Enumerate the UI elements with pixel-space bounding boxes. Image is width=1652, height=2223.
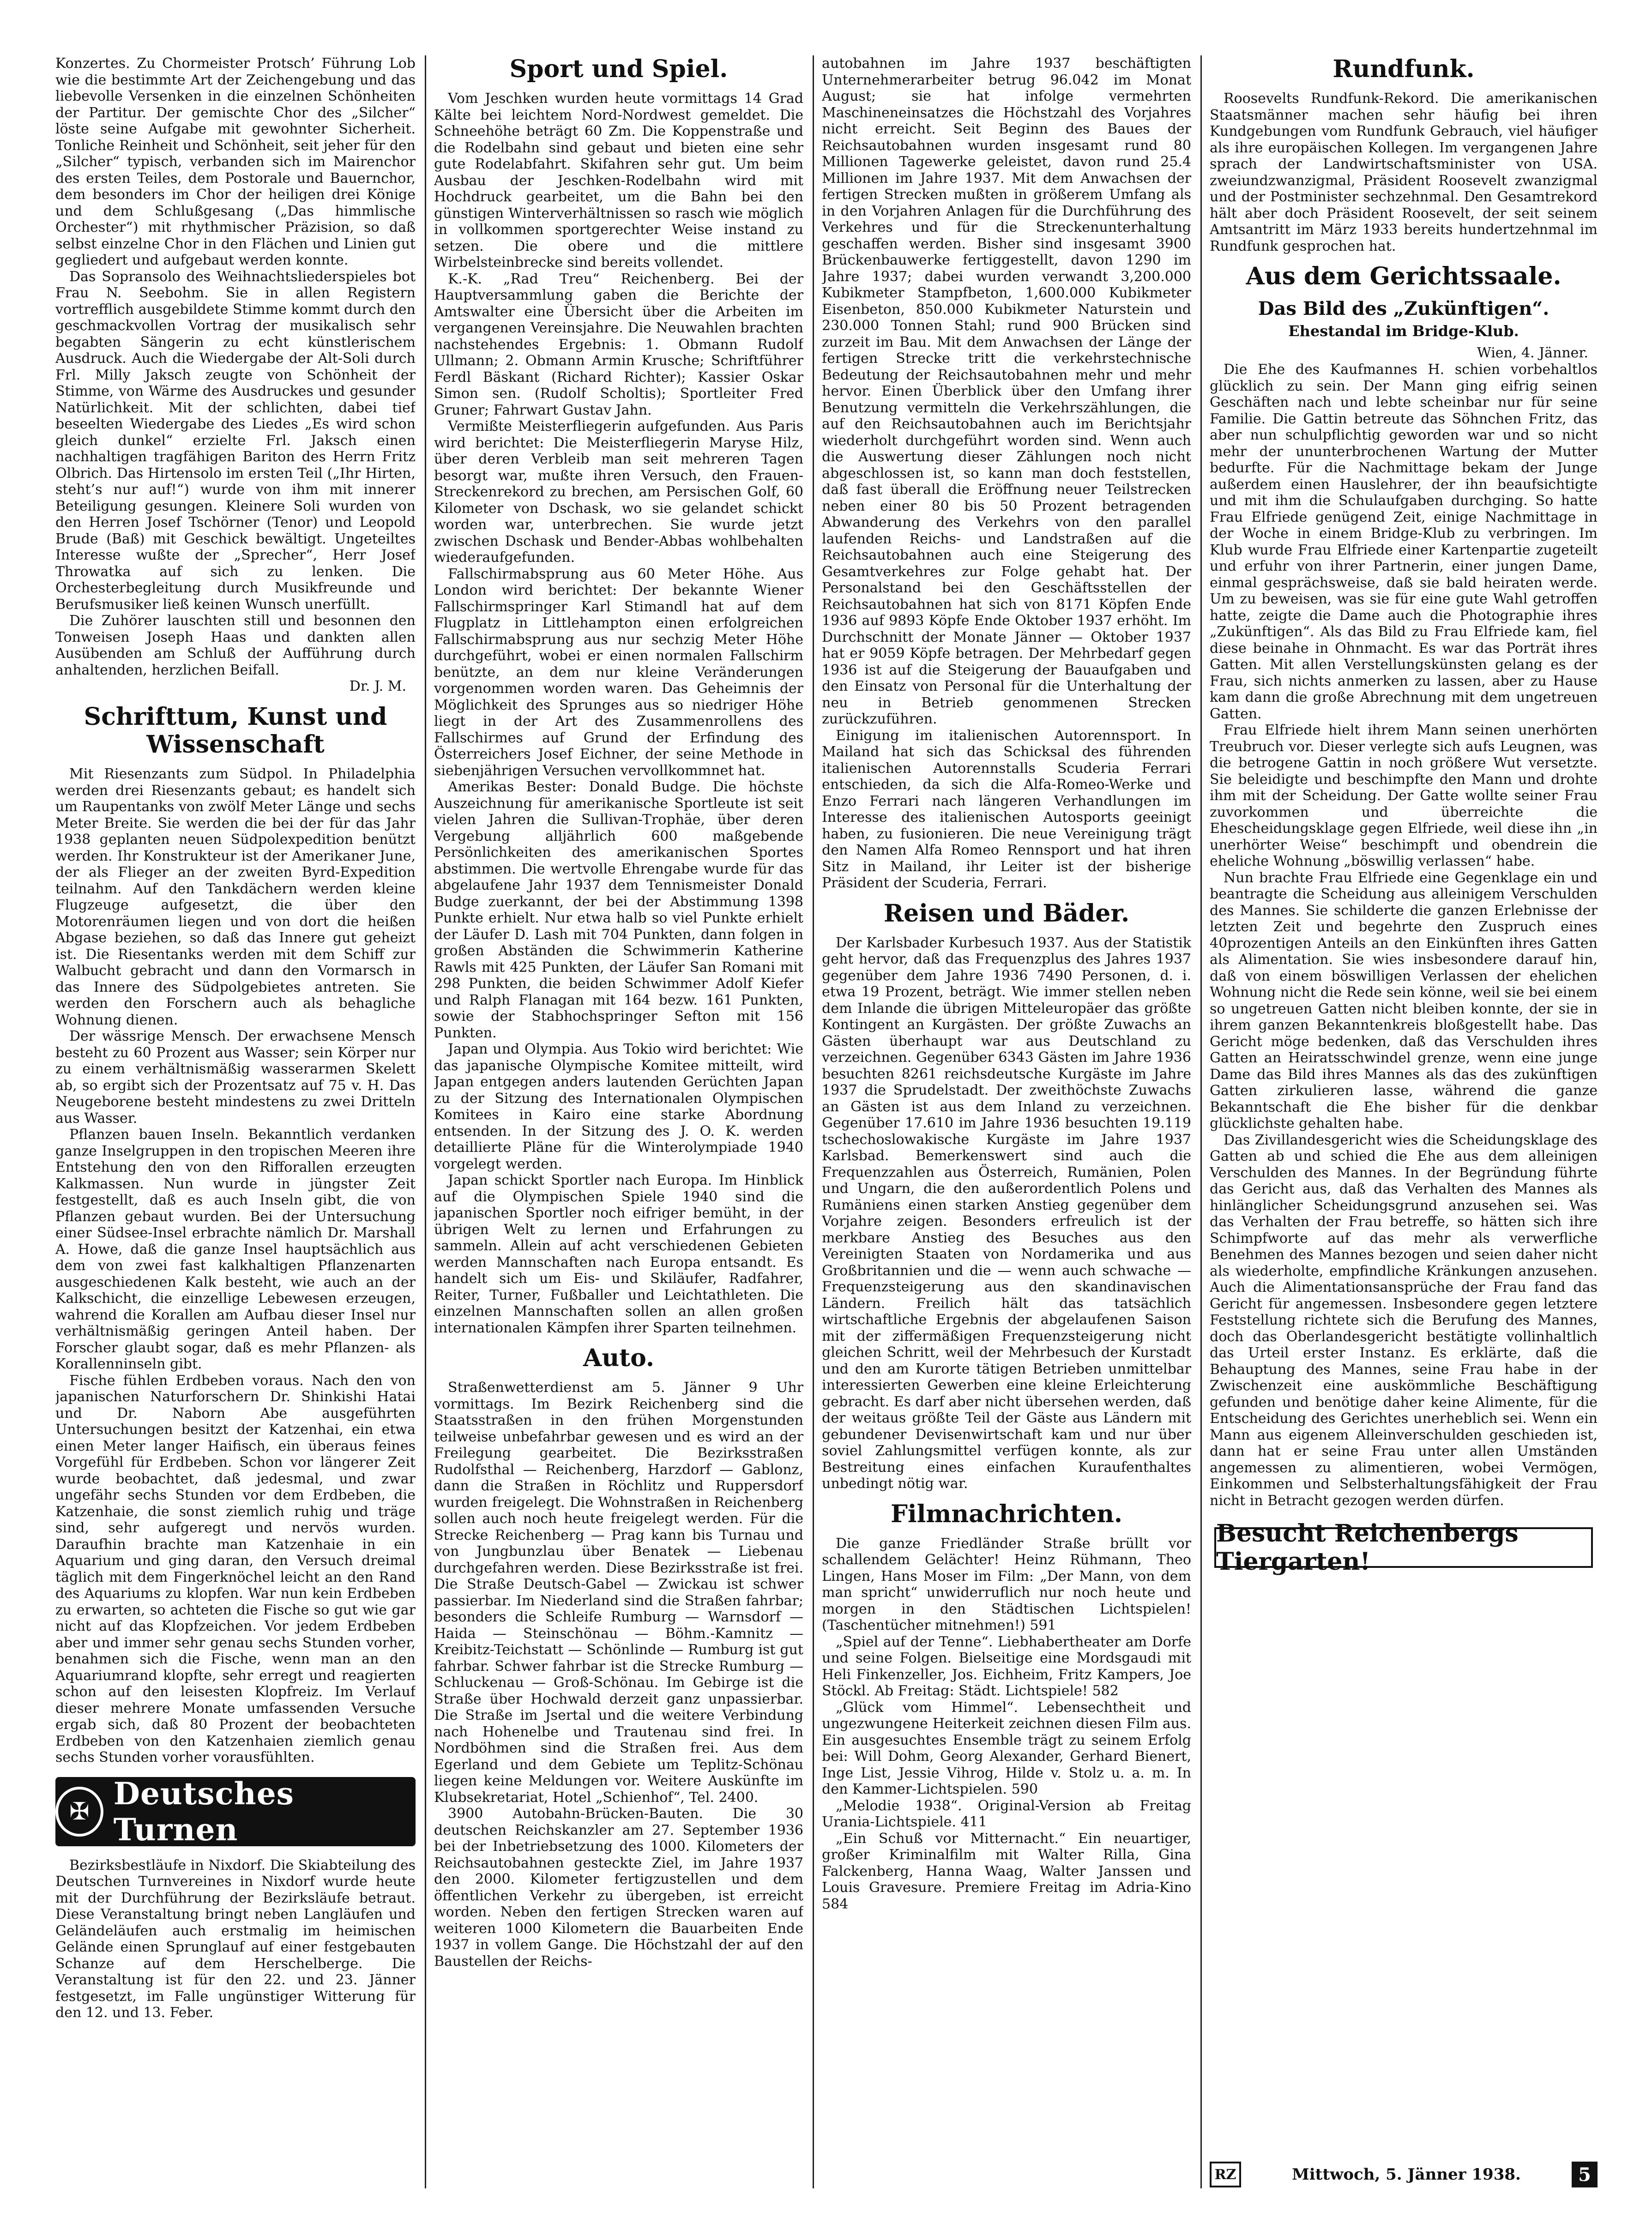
film-notice: „Glück vom Himmel“. Lebensechtheit und ungezwungene Heiterkeit zeichnen diesen Film aus. Ein ausgesuchtes Ensemble trägt zu seinem Erfolg bei: Will Dohm, Georg Alexander, Gerhard Bienert, Inge List, Jessie Vihrog, Hilde v. Stolz u. a. m. In den Kammer-Lichtspielen. 590 — [822, 1699, 1191, 1797]
article-text: Nun brachte Frau Elfriede eine Gegenklage ein und beantragte die Scheidung aus alleinigem Verschulden des Mannes. Sie schilderte die ganzen Erlebnisse der letzten Zeit und begehrte den Zuspruch eines 40prozentigen Anteils an den Einkünften ihres Gatten als Alimentation. Sie wies insbesondere darauf hin, daß von einem böswilligen Verlassen der ehelichen Wohnung nicht die Rede sein könne, weil sie bei einem so ungetreuen Gatten nicht bleiben konnte, der sie in ihrem ganzen Bekanntenkreis bloßgestellt habe. Das Gericht möge bedenken, daß das Verschulden ihres Gatten an Heiratsschwindel grenze, wenn eine junge Dame das Bild ihres Mannes als das des zukünftigen Gatten zirkulieren lasse, während die ganze Bekanntschaft die Ehe bisher für die denkbar glücklichste gehalten habe. — [1210, 869, 1598, 1132]
concert-review-text: Konzertes. Zu Chormeister Protsch’ Führung Lob wie die bestimmte Art der Zeichengebung und das liebevolle Versenken in die einzelnen Schönheiten der Partitur. Der gemischte Chor des „Silcher“ löste seine Aufgabe mit gewohnter Sicherheit. Tonliche Reinheit und Schönheit, seit jeher für den „Silcher“ typisch, verbanden sich im Mairenchor des ersten Teiles, dem Postorale und Bauernchor, dem besonders im Chor der heiligen drei Könige und dem Schlußgesang („Das himmlische Orchester“) mit rhythmischer Präzision, so daß selbst einzelne Chor in den Flächen und Linien gut gegliedert und aufgebaut werden konnte. — [55, 55, 416, 268]
notice-number: 590 — [1011, 1781, 1038, 1797]
author-signature: Dr. J. M. — [349, 678, 406, 694]
article-text: Roosevelts Rundfunk-Rekord. Die amerikanischen Staatsmänner machen sehr häufig bei ihren Kundgebungen vom Rundfunk Gebrauch, viel häufiger als ihre europäischen Kollegen. Im vergangenen Jahre sprach der Landwirtschaftsminister von USA. zweiundzwanzigmal, Präsident Roosevelt zwanzigmal und der Postminister sechzehnmal. Den Gesamtrekord hält aber doch Präsident Roosevelt, der seit seinem Amtsantritt im März 1933 bereits hundertzehnmal im Rundfunk gesprochen hat. — [1210, 90, 1598, 254]
turnen-banner — [55, 1777, 416, 1846]
article-text: Fallschirmabsprung aus 60 Meter Höhe. Aus London wird berichtet: Der bekannte Wiener Fallschirmspringer Karl Stimandl hat auf dem Flugplatz in Littlehampton einen erfolgreichen Fallschirmabsprung aus nur sechzig Meter Höhe durchgeführt, wobei er einen normalen Fallschirm benützte, an dem nur kleine Veränderungen vorgenommen worden waren. Das Geheimnis der Möglichkeit des Sprunges aus so niedriger Höhe liegt in der Art des Zusammenrollens des Fallschirmes auf Grund der Erfindung des Österreichers Josef Eichner, der seine Methode in siebenjährigen Versuchen vervollkommnet hat. — [434, 566, 803, 779]
film-notice: Die ganze Friedländer Straße brüllt vor schallendem Gelächter! Heinz Rühmann, Theo Lingen, Hans Moser im Film: „Der Mann, von dem man spricht“ unwiderruflich nur noch heute und morgen in den Städtischen Lichtspielen! (Taschentücher mitnehmen!) 591 — [822, 1535, 1191, 1633]
article-text: autobahnen im Jahre 1937 beschäftigten Unternehmerarbeiter betrug 96.042 im Monat August; sie hat infolge vermehrten Maschineneinsatzes die Höchstzahl des Vorjahres nicht erreicht. Seit Beginn des Baues der Reichsautobahnen wurden insgesamt rund 80 Millionen Tagewerke geleistet, davon rund 25.4 Millionen im Jahre 1937. Mit dem Anwachsen der fertigen Strecken mußten in größerem Umfang als in den Vorjahren Anlagen für die Durchführung des Verkehres und für die Streckenunterhaltung geschaffen werden. Bisher sind insgesamt 3900 Brückenbauwerke fertiggestellt, davon 1290 im Jahre 1937; dabei wurden verwandt 3,200.000 Kubikmeter Stampfbeton, 1,600.000 Kubikmeter Eisenbeton, 850.000 Kubikmeter Naturstein und 230.000 Tonnen Stahl; rund 900 Brücken sind zurzeit im Bau. Mit dem Anwachsen der Länge der fertigen Strecke tritt die verkehrstechnische Bedeutung der Reichsautobahnen mehr und mehr hervor. Einen Überblick über den Umfang ihrer Benutzung vermitteln die Verkehrszählungen, die auf den Reichsautobahnen auch im Berichtsjahr wiederholt durchgeführt worden sind. Wenn auch die Auswertung dieser Zählungen noch nicht abgeschlossen ist, so kann man doch feststellen, daß fast überall die Eröffnung neuer Teilstrecken neben einer 80 bis 50 Prozent betragenden Abwanderung des Verkehrs von den parallel laufenden Reichs- und Landstraßen auf die Reichsautobahnen auch eine Steigerung des Gesamtverkehres zur Folge gehabt hat. Der Personalstand bei den Geschäftsstellen der Reichsautobahnen hat sich von 8171 Köpfen Ende 1936 auf 9893 Köpfe Ende Oktober 1937 erhöht. Im Durchschnitt der Monate Jänner — Oktober 1937 hat er 9059 Köpfe betragen. Der Mehrbedarf gegen 1936 ist auf die Steigerung der Bauaufgaben und den Einsatz von Personal für die Unterhaltung der neu in Betrieb genommenen Strecken zurückzuführen. — [822, 55, 1191, 727]
banner-title: Deutsches Turnen — [113, 1775, 294, 1848]
section-title-arts: Schrifttum, Kunst und Wissenschaft — [84, 703, 387, 759]
article-text: Fische fühlen Erdbeben voraus. Nach den von japanischen Naturforschern Dr. Shinkishi Hatai und Dr. Naborn Abe ausgeführten Untersuchungen besitzt der Katzenhai, ein etwa einen Meter langer Haifisch, ein überaus feines Vorgefühl für Erdbeben. Schon vor längerer Zeit wurde beobachtet, daß jedesmal, und zwar ungefähr sechs Stunden vor dem Erdbeben, die Katzenhaie, die sonst ziemlich ruhig und träge sind, sehr aufgeregt und nervös wurden. Daraufhin brachte man Katzenhaie in ein Aquarium und ging daran, den Versuch dreimal täglich mit dem Fingerknöchel leicht an den Rand des Aquariums zu klopfen. War nun kein Erdbeben zu erwarten, so achteten die Fische so gut wie gar nicht auf das Klopfzeichen. Vor jedem Erdbeben aber und immer sehr genau sechs Stunden vorher, benahmen sich die Fische, wenn man an den Aquariumrand klopfte, sehr erregt und reagierten schon auf den leisesten Klopfreiz. Im Verlauf dieser mehrere Monate umfassenden Versuche ergab sich, daß 80 Prozent der beobachteten Erdbeben von den Katzenhaien ziemlich genau sechs Stunden vorher vorausfühlten. — [55, 1372, 416, 1765]
column-1 — [55, 55, 416, 2188]
concert-review-text: Das Sopransolo des Weihnachtsliederspieles bot Frau N. Seebohm. Sie in allen Registern vortrefflich ausgebildete Stimme kommt durch den geschmackvollen Vortrag der musikalisch sehr begabten Sängerin zu echt künstlerischem Ausdruck. Auch die Wiedergabe der Alt-Soli durch Frl. Milly Jaksch zeugte von Schönheit der Stimme, von Wärme des Ausdruckes und gesunder Natürlichkeit. Mit der schlichten, dabei tief beseelten Wiedergabe des Liedes „Es wird schon gleich dunkel“ erzielte Frl. Jaksch einen nachhaltigen tragfähigen Bariton des Herrn Fritz Olbrich. Das Hirtensolo im ersten Teil („Ihr Hirten, steht’s nur auf!“) wurde von ihm mit innerer Beteiligung gesungen. Kleinere Soli wurden von den Herren Josef Tschörner (Tenor) und Leopold Brude (Baß) mit Geschick bewältigt. Ungeteiltes Interesse wußte der „Sprecher“, Herr Josef Throwatka auf sich zu lenken. Die Orchesterbegleitung durch Musikfreunde und Berufsmusiker ließ keinen Wunsch unerfüllt. — [55, 268, 416, 613]
article-text: Bezirksbestläufe in Nixdorf. Die Skiabteilung des Deutschen Turnvereines in Nixdorf wurde heute mit der Durchführung der Bezirksläufe betraut. Diese Veranstaltung bringt neben Langläufen und Geländeläufen auch erstmalig im heimischen Gelände einen Sprunglauf auf einer festgebauten Schanze auf dem Herschelberge. Die Veranstaltung ist für den 22. und 23. Jänner festgesetzt, im Falle ungünstiger Witterung für den 12. und 13. Feber. — [55, 1857, 416, 2021]
article-text: Japan und Olympia. Aus Tokio wird berichtet: Wie das japanische Olympische Komitee mitteilt, wird Japan entgegen anders lautenden Gerüchten Japan zu der Sitzung des Internationalen Olympischen Komitees in Kairo eine starke Abordnung entsenden. In der Sitzung des J. O. K. werden detaillierte Pläne für die Winterolympiade 1940 vorgelegt werden. — [434, 1041, 803, 1172]
section-title-court: Aus dem Gerichtssaale. — [1246, 262, 1562, 290]
article-text: Das Zivillandesgericht wies die Scheidungsklage des Gatten ab und schied die Ehe aus dem alleinigen Verschulden des Mannes. In der Begründung führte das Gericht aus, daß das Verhalten des Mannes als hinlänglicher Scheidungsgrund anzusehen sei. Was das Verhalten der Frau betreffe, so hätten sich ihre Schimpfworte auf das mehr als verwerfliche Benehmen des Mannes bezogen und seien daher nicht als wiederholte, empfindliche Kränkungen anzusehen. Auch die Alimentationsansprüche der Frau fand das Gericht für angemessen. Insbesondere gegen letztere Feststellung richtete sich die Berufung des Mannes, doch das Oberlandesgericht bestätigte vollinhaltlich das Urteil erster Instanz. Es erklärte, daß die Behauptung des Mannes, seine Frau habe in der Zwischenzeit eine auskömmliche Beschäftigung gefunden und benötige daher keine Alimente, für die Entscheidung des Gerichtes unerheblich sei. Wenn ein Mann aus eigenem Alleinverschulden geschieden ist, dann hat er seine Frau unter allen Umständen angemessen zu alimentieren, wobei Vermögen, Einkommen und Selbsterhaltungsfähigkeit der Frau nicht in Betracht gezogen werden dürfen. — [1210, 1132, 1598, 1509]
article-text: Pflanzen bauen Inseln. Bekanntlich verdanken ganze Inselgruppen in den tropischen Meeren ihre Entstehung den von den Rifforallen erzeugten Kalkmassen. Nun wurde in jüngster Zeit festgestellt, daß es auch Inseln gibt, die von Pflanzen gebaut wurden. Bei der Untersuchung einer Südsee-Insel erbrachte nämlich Dr. Marshall A. Howe, daß die ganze Insel hauptsächlich aus dem von zwei fast kalkhaltigen Pflanzenarten ausgeschiedenen Kalk besteht, wie auch an der Kalkschicht, die einzellige Lebewesen erzeugen, wahrend die Korallen am Aufbau dieser Insel nur verhältnismäßig geringen Anteil haben. Der Forscher glaubt sogar, daß es mehr Pflanzen- als Korallenninseln gibt. — [55, 1127, 416, 1372]
article-text: Amerikas Bester: Donald Budge. Die höchste Auszeichnung für amerikanische Sportleute ist seit vielen Jahren die Sullivan-Trophäe, über deren Vergebung alljährlich 600 maßgebende Persönlichkeiten des amerikanischen Sportes abstimmen. Die wertvolle Ehrengabe wurde für das abgelaufene Jahr 1937 dem Tennismeister Donald Budge zuerkannt, der bei der Abstimmung 1398 Punkte erhielt. Nur etwa halb so viel Punkte erhielt der Läufer D. Lash mit 704 Punkten, dann folgen in großen Abständen die Schwimmerin Katherine Rawls mit 425 Punkten, der Läufer San Romani mit 298 Punkten, die beiden Schwimmer Adolf Kiefer und Ralph Flanagan mit 164 bezw. 161 Punkten, sowie der Stabhochspringer Sefton mit 156 Punkten. — [434, 779, 803, 1041]
page-number: 5 — [1572, 2162, 1598, 2187]
film-notice: „Melodie 1938“. Original-Version ab Freitag Urania-Lichtspiele. 411 — [822, 1797, 1191, 1830]
section-title-sport: Sport und Spiel. — [509, 55, 728, 83]
column-4 — [1210, 55, 1598, 2188]
page-footer — [1210, 2161, 1598, 2188]
concert-review-text: Die Zuhörer lauschten still und besonnen den Tonweisen Joseph Haas und dankten allen Ausübenden am Schluß der Aufführung durch anhaltenden, herzlichen Beifall. — [55, 613, 416, 678]
column-3 — [822, 55, 1191, 2188]
notice-number: 591 — [1030, 1617, 1056, 1633]
article-text: Einigung im italienischen Autorennsport. In Mailand hat sich das Schicksal des führenden italienischen Autorennstalls Scuderia Ferrari entschieden, da sich die Alfa-Romeo-Werke und Enzo Ferrari nach längeren Verhandlungen im Interesse des italienischen Autosports geeinigt haben, zu fusionieren. Die neue Vereinigung trägt den Namen Alfa Romeo Rennsport und hat ihren Sitz in Mailand, ihr Leiter ist der bisherige Präsident der Scuderia, Ferrari. — [822, 727, 1191, 891]
article-text: Der Karlsbader Kurbesuch 1937. Aus der Statistik geht hervor, daß das Frequenzplus des Jahres 1937 gegenüber dem Jahre 1936 7490 Personen, d. i. etwa 19 Prozent, beträgt. Wie immer stellen neben dem Inlande die übrigen Mitteleuropäer das größte Kontingent an Kurgästen. Der größte Zuwachs an Gästen überhaupt war aus Deutschland zu verzeichnen. Gegenüber 6343 Gästen im Jahre 1936 besuchten 8261 reichsdeutsche Kurgäste im Jahre 1937 die Sprudelstadt. Der zweithöchste Zuwachs an Gästen ist aus dem Inland zu verzeichnen. Gegenüber 17.610 im Jahre 1936 besuchten 19.119 tschechoslowakische Kurgäste im Jahre 1937 Karlsbad. Bemerkenswert sind auch die Frequenzzahlen aus Österreich, Rumänien, Polen und Ungarn, die den außerordentlich Polens und Rumäniens einen starken Anstieg gegenüber dem Vorjahre zeigen. Besonders erfreulich ist der merkbare Anstieg des Besuches aus den Vereinigten Staaten von Nordamerika und aus Großbritannien und die — wenn auch schwache — Frequenzsteigerung aus den skandinavischen Ländern. Freilich hält das tatsächlich wirtschaftliche Ergebnis der abgelaufenen Saison mit der ziffermäßigen Frequenzsteigerung nicht gleichen Schritt, weil der Mehrbesuch der Kurstadt und den am Kurorte tätigen Betrieben unmittelbar interessierten Gewerben eine kleine Erleichterung gebracht. Es darf aber nicht übersehen werden, daß der weitaus größte Teil der Gäste aus Ländern mit gebundener Devisenwirtschaft kam und nur über soviel Zahlungsmittel verfügen konnte, als zur Bestreitung eines einfachen Kuraufenthaltes unbedingt nötig war. — [822, 934, 1191, 1492]
film-notice: „Spiel auf der Tenne“. Liebhabertheater am Dorfe und seine Folgen. Bielseitige eine Mordsgaudi mit Heli Finkenzeller, Jos. Eichheim, Fritz Kampers, Joe Stöckl. Ab Freitag: Städt. Lichtspiele! 582 — [822, 1633, 1191, 1699]
article-text: Japan schickt Sportler nach Europa. Im Hinblick auf die Olympischen Spiele 1940 sind die japanischen Sportler noch eifriger bemüht, in der übrigen Welt zu lernen und Erfahrungen zu sammeln. Allein auf acht verschiedenen Gebieten werden Mannschaften nach Europa entsandt. Es handelt sich um Eis- und Skiläufer, Radfahrer, Reiter, Turner, Fußballer und Leichtathleten. Die einzelnen Mannschaften sollen an allen großen internationalen Kämpfen ihrer Sparten teilnehmen. — [434, 1172, 803, 1336]
article-text: Vermißte Meisterfliegerin aufgefunden. Aus Paris wird berichtet: Die Meisterfliegerin Maryse Hilz, über deren Verbleib man seit mehreren Tagen besorgt war, mußte ihren Versuch, den Frauen-Streckenrekord zu brechen, am Persischen Golf, 60 Kilometer von Dschask, wo sie gelandet schickt worden war, unterbrechen. Sie wurde jetzt zwischen Dschask und Bender-Abbas wohlbehalten wiederaufgefunden. — [434, 418, 803, 566]
article-text: Die Ehe des Kaufmannes H. schien vorbehaltlos glücklich zu sein. Der Mann ging eifrig seinen Geschäften nach und lebte scheinbar nur für seine Familie. Die Gattin betreute das Söhnchen Fritz, das aber nun schulpflichtig geworden war und so nicht mehr der ununterbrochenen Wartung der Mutter bedurfte. Für die Nachmittage bekam der Junge außerdem einen Hauslehrer, der ihn beaufsichtigte und mit ihm die Schulaufgaben durchging. So hatte Frau Elfriede genügend Zeit, einige Nachmittage in der Woche in einem Bridge-Klub zu verbringen. Im Klub wurde Frau Elfriede einer Kartenpartie zugeteilt und erfuhr von ihrer Partnerin, einer jungen Dame, einmal gesprächsweise, daß sie bald heiraten werde. Um zu beweisen, was sie für eine gute Wahl getroffen hatte, zeigte die Dame auch die Photographie ihres „Zukünftigen“. Als das Bild zu Frau Elfriede kam, fiel diese beinahe in Ohnmacht. Es war das Porträt ihres Gatten. Mit allen Verstellungskünsten gelang es der Frau, sich nichts anmerken zu lassen, aber zu Hause kam dann die große Abrechnung mit dem ungetreuen Gatten. — [1210, 361, 1598, 722]
article-text: Der wässrige Mensch. Der erwachsene Mensch besteht zu 60 Prozent aus Wasser; sein Körper nur zu einem verhältnismäßig wasserarmen Skelett ab, so ergibt sich der Prozentsatz auf 75 v. H. Das Neugeborene besteht mindestens zu zwei Dritteln aus Wasser. — [55, 1028, 416, 1127]
issue-date: Mittwoch, 5. Jänner 1938. — [1292, 2165, 1521, 2184]
newspaper-page — [55, 55, 1598, 2188]
column-rule — [1200, 55, 1202, 2188]
tiergarten-advertisement: Besucht Reichenbergs Tiergarten! — [1214, 1527, 1593, 1568]
article-text: 3900 Autobahn-Brücken-Bauten. Die 30 deutschen Reichskanzler am 27. September 1936 bei der Inbetriebsetzung des 1000. Kilometers der Reichsautobahnen gesteckte Ziel, im Jahre 1937 den 2000. Kilometer fertigzustellen und dem öffentlichen Verkehr zu übergeben, ist erreicht worden. Neben den fertigen Strecken waren auf weiteren 1000 Kilometern die Bauarbeiten Ende 1937 in vollem Gange. Die Höchstzahl der auf den Baustellen der Reichs- — [434, 1806, 803, 1970]
article-text: Vom Jeschken wurden heute vormittags 14 Grad Kälte bei leichtem Nord-Nordwest gemeldet. Die Schneehöhe beträgt 60 Zm. Die Koppenstraße und die Rodelbahn sind gebaut und bieten eine sehr gute Rodelabfahrt. Skifahren sehr gut. Um beim Ausbau der Jeschken-Rodelbahn wird mit Hochdruck gearbeitet, um die Bahn bei den günstigen Winterverhältnissen so rasch wie möglich in vollkommen sportgerechter Weise instand zu setzen. Die obere und die mittlere Wirbelsteinbrecke sind bereits vollendet. — [434, 90, 803, 271]
notice-number: 582 — [1092, 1683, 1119, 1699]
section-title-travel: Reisen und Bäder. — [883, 899, 1130, 928]
dateline: Wien, 4. Jänner. — [1477, 345, 1588, 361]
article-text: Frau Elfriede hielt ihrem Mann seinen unerhörten Treubruch vor. Dieser verlegte sich aufs Leugnen, was die betrogene Gattin in noch größere Wut versetzte. Sie beleidigte und beschimpfte den Mann und drohte ihm mit der Scheidung. Der Gatte wollte seiner Frau zuvorkommen und überreichte die Ehescheidungsklage gegen Elfriede, weil diese ihn „in unerhörter Weise“ beschimpft und obendrein die eheliche Wohnung „böswillig verlassen“ habe. — [1210, 722, 1598, 869]
section-title-film: Filmnachrichten. — [890, 1500, 1123, 1528]
article-subheadline: Ehestandal im Bridge-Klub. — [1288, 322, 1519, 340]
article-text: K.-K. „Rad Treu“ Reichenberg. Bei der Hauptversammlung gaben die Berichte der Amtswalter eine Übersicht über die Arbeiten im vergangenen Vereinsjahre. Die Neuwahlen brachten nachstehendes Ergebnis: 1. Obmann Rudolf Ullmann; 2. Obmann Armin Krusche; Schriftführer Ferdl Bäskant (Richard Richter); Kassier Oskar Simon sen. (Rudolf Scholtis); Sportleiter Fred Gruner; Fahrwart Gustav Jahn. — [434, 271, 803, 418]
article-text: Straßenwetterdienst am 5. Jänner 9 Uhr vormittags. Im Bezirk Reichenberg sind die Staatsstraßen in den frühen Morgenstunden teilweise unbefahrbar gewesen und es wird an der Freilegung gearbeitet. Die Bezirksstraßen Rudolfsthal — Reichenberg, Harzdorf — Gablonz, dann die Straßen in Röchlitz und Ruppersdorf wurden freigelegt. Die Wohnstraßen in Reichenberg sollen auch noch heute freigelegt werden. Für die Strecke Reichenberg — Prag kann bis Turnau und von Jungbunzlau über Benatek — Liebenau durchgefahren werden. Diese Bezirksstraße ist frei. Die Straße Deutsch-Gabel — Zwickau ist schwer passierbar. Im Niederland sind die Straßen fahrbar; besonders die Schleife Rumburg — Warnsdorf — Haida — Steinschönau — Böhm.-Kamnitz — Kreibitz-Teichstatt — Schönlinde — Rumburg ist gut fahrbar. Schwer fahrbar ist die Strecke Rumburg — Schluckenau — Groß-Schönau. Im Gebirge ist die Straße über Hochwald derzeit ganz unpassierbar. Die Straße im Jsertal und die weitere Verbindung nach Hohenelbe und Trautenau sind frei. In Nordböhmen sind die Straßen frei. Aus dem Egerland und dem Gebiete um Teplitz-Schönau liegen keine Meldungen vor. Weitere Auskünfte im Klubsekretariat, Hotel „Schienhof“, Tel. 2400. — [434, 1380, 803, 1806]
section-title-auto: Auto. — [583, 1344, 655, 1372]
column-rule — [813, 55, 814, 2188]
section-title-radio: Rundfunk. — [1332, 55, 1475, 83]
notice-number: 411 — [960, 1814, 987, 1830]
column-rule — [425, 55, 426, 2188]
notice-number: 584 — [822, 1896, 849, 1912]
turner-cross-icon: ✠ — [55, 1787, 103, 1837]
film-notice: „Ein Schuß vor Mitternacht.“ Ein neuartiger, großer Kriminalfilm mit Walter Rilla, Gina Falckenberg, Hanna Waag, Walter Janssen und Louis Gravesure. Premiere Freitag im Adria-Kino 584 — [822, 1830, 1191, 1912]
newspaper-logo: RZ — [1210, 2162, 1241, 2187]
article-text: Mit Riesenzants zum Südpol. In Philadelphia werden drei Riesenzants gebaut; es handelt sich um Raupentanks von zwölf Meter Länge und sechs Meter Breite. Sie werden die bei der für das Jahr 1938 geplanten neuen Südpolexpedition benützt werden. Ihr Konstrukteur ist der Amerikaner June, der als Flieger an der zweiten Byrd-Expedition teilnahm. Auf den Tankdächern werden kleine Flugzeuge aufgesetzt, die über den Motorenräumen liegen und von dort die heißen Abgase beziehen, so daß das Innere gut geheizt ist. Die Riesentanks werden mit dem Schiff zur Walbucht gebracht und dann den Vormarsch in das Innere des Südpolgebietes antreten. Sie werden den Forschern auch als behagliche Wohnung dienen. — [55, 766, 416, 1028]
article-headline: Das Bild des „Zukünftigen“. — [1258, 298, 1550, 319]
column-2 — [434, 55, 803, 2188]
